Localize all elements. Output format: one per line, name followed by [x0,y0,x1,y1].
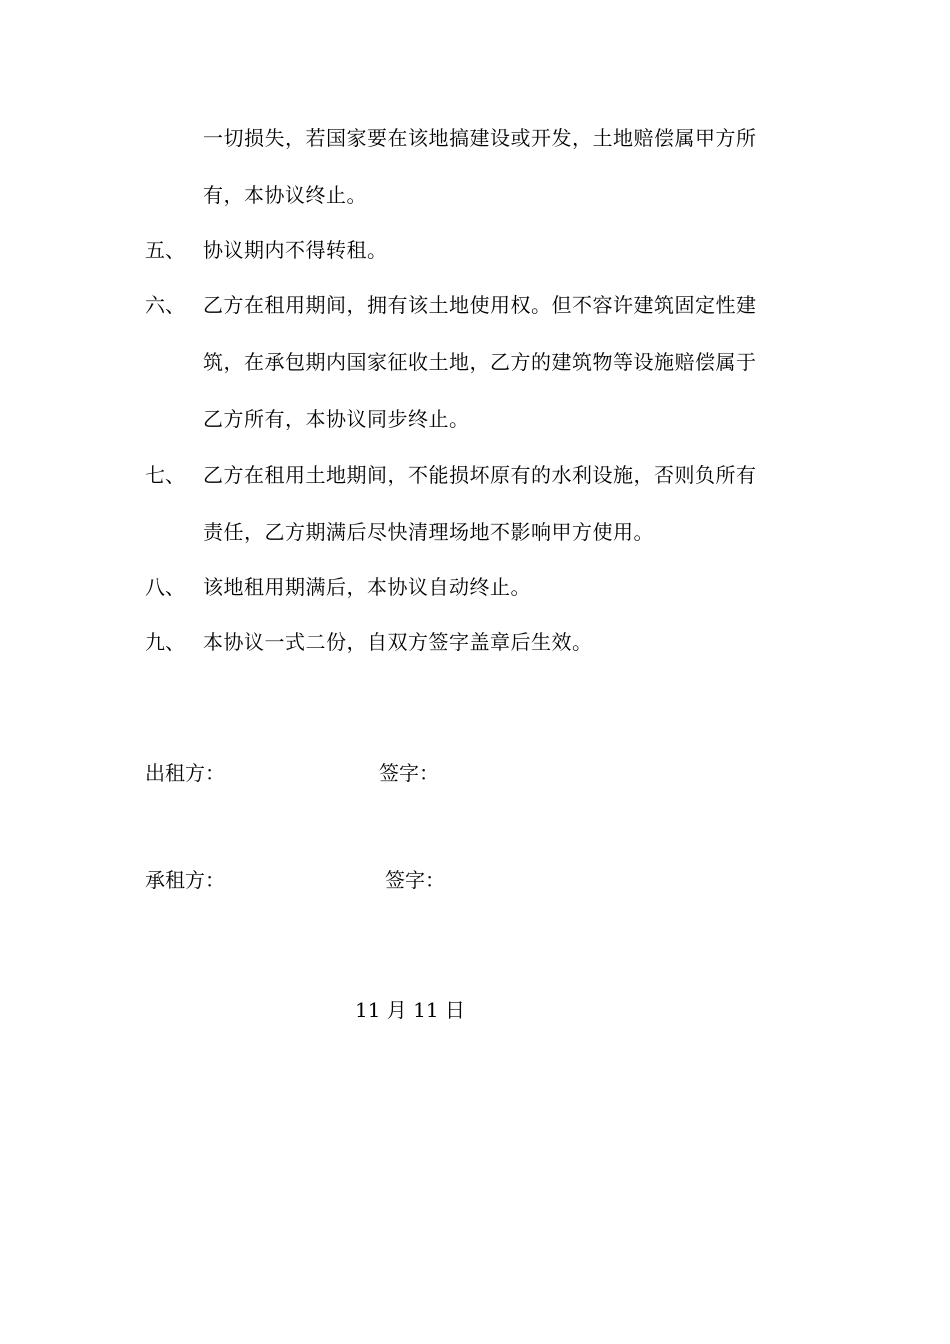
agreement-date: 11 月 11 日 [355,998,465,1022]
continuation-line-1: 一切损失，若国家要在该地搞建设或开发，土地赔偿属甲方所 [203,126,757,150]
clause-number-8: 八、 [145,575,185,599]
clause-number-7: 七、 [145,463,185,487]
clause-6-line-3: 乙方所有，本协议同步终止。 [203,407,470,431]
lessee-signature-label: 签字： [385,868,445,892]
clause-9-line-1: 本协议一式二份，自双方签字盖章后生效。 [203,630,593,654]
lessor-signature-label: 签字： [379,761,439,785]
continuation-line-2: 有，本协议终止。 [203,183,367,207]
clause-number-5: 五、 [145,238,185,262]
clause-7-line-1: 乙方在租用土地期间，不能损坏原有的水利设施，否则负所有 [203,463,757,487]
clause-6-line-1: 乙方在租用期间，拥有该土地使用权。但不容许建筑固定性建 [203,293,757,317]
clause-7-line-2: 责任，乙方期满后尽快清理场地不影响甲方使用。 [203,520,654,544]
clause-number-9: 九、 [145,630,185,654]
clause-8-line-1: 该地租用期满后，本协议自动终止。 [203,575,531,599]
clause-5-line-1: 协议期内不得转租。 [203,238,388,262]
clause-6-line-2: 筑，在承包期内国家征收土地，乙方的建筑物等设施赔偿属于 [203,350,757,374]
lessor-label: 出租方： [145,761,225,785]
clause-number-6: 六、 [145,293,185,317]
lessee-label: 承租方： [145,868,225,892]
